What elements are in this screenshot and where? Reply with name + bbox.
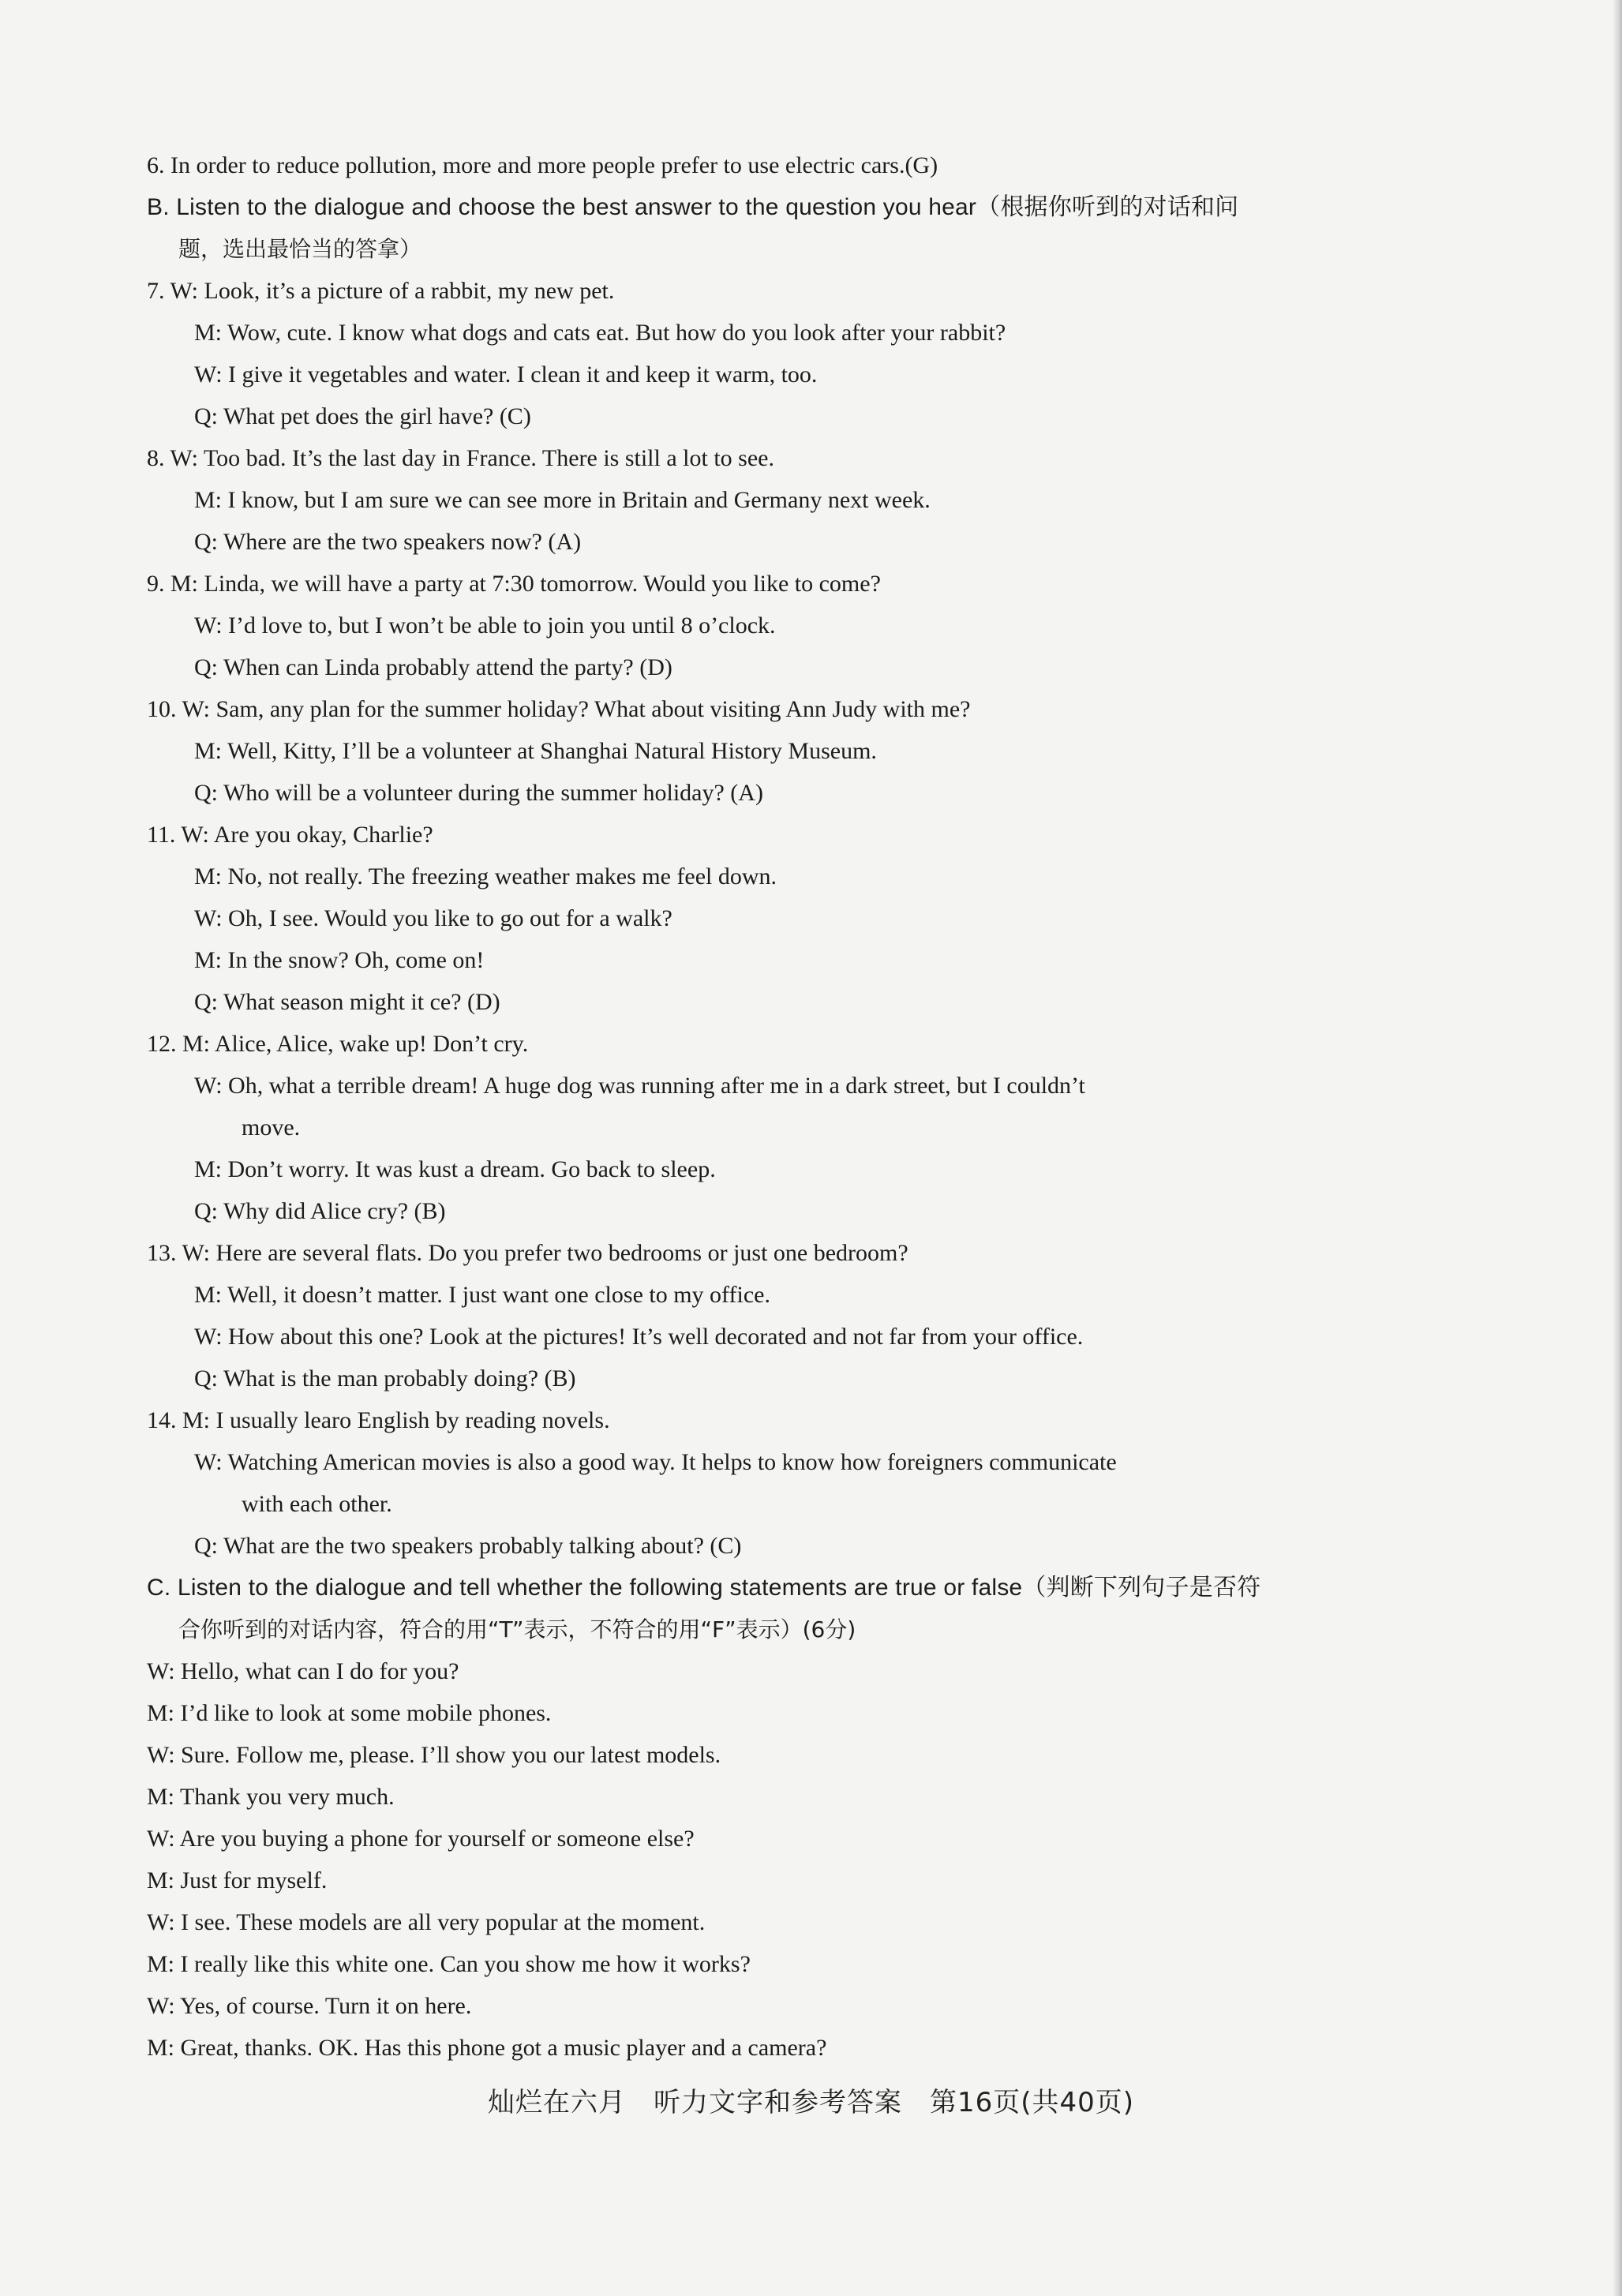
text-line: M: No, not really. The freezing weather makes me feel down. (194, 863, 777, 890)
text-line: W: I see. These models are all very popular at the moment. (147, 1909, 706, 1935)
text-line: W: How about this one? Look at the pictures! It’s well decorated and not far from your office. (194, 1324, 1084, 1350)
text-line: 合你听到的对话内容，符合的用“T”表示，不符合的用“F”表示）(6分) (178, 1616, 856, 1642)
text-line: Q: Where are the two speakers now? (A) (194, 529, 582, 555)
scan-edge (1613, 0, 1622, 2296)
text-line: move. (242, 1114, 301, 1141)
text-line: M: I really like this white one. Can you show me how it works? (147, 1951, 751, 1977)
text-line: W: Watching American movies is also a good way. It helps to know how foreigners communicate (194, 1449, 1117, 1475)
text-line: W: Hello, what can I do for you? (147, 1658, 459, 1684)
text-line: M: Wow, cute. I know what dogs and cats eat. But how do you look after your rabbit? (194, 320, 1006, 346)
text-line: Q: Why did Alice cry? (B) (194, 1198, 446, 1224)
text-line: M: Well, it doesn’t matter. I just want one close to my office. (194, 1282, 770, 1308)
text-line: Q: What season might it ce? (D) (194, 989, 500, 1015)
page-footer: 灿烂在六月 听力文字和参考答案 第16页(共40页) (487, 2087, 1135, 2118)
text-line: Q: What are the two speakers probably talking about? (C) (194, 1533, 742, 1559)
text-line: C. Listen to the dialogue and tell whether the following statements are true or false（判断下列句子是否符 (147, 1575, 1261, 1601)
text-line: 11. W: Are you okay, Charlie? (147, 822, 433, 848)
text-line: 7. W: Look, it’s a picture of a rabbit, my new pet. (147, 278, 615, 304)
text-line: M: Well, Kitty, I’ll be a volunteer at Shanghai Natural History Museum. (194, 738, 877, 764)
text-line: 12. M: Alice, Alice, wake up! Don’t cry. (147, 1031, 529, 1057)
text-line: 13. W: Here are several flats. Do you prefer two bedrooms or just one bedroom? (147, 1240, 908, 1266)
text-line: W: Oh, what a terrible dream! A huge dog was running after me in a dark street, but I couldn’t (194, 1073, 1085, 1099)
text-line: W: I’d love to, but I won’t be able to join you until 8 o’clock. (194, 612, 776, 639)
text-line: M: In the snow? Oh, come on! (194, 947, 485, 973)
text-line: M: Just for myself. (147, 1867, 328, 1893)
text-line: with each other. (242, 1491, 392, 1517)
text-line: B. Listen to the dialogue and choose the best answer to the question you hear（根据你听到的对话和问 (147, 194, 1239, 220)
text-line: W: I give it vegetables and water. I clean it and keep it warm, too. (194, 361, 818, 388)
text-line: Q: Who will be a volunteer during the summer holiday? (A) (194, 780, 763, 806)
text-line: W: Sure. Follow me, please. I’ll show you our latest models. (147, 1742, 721, 1768)
text-line: W: Yes, of course. Turn it on here. (147, 1993, 472, 2019)
text-line: W: Are you buying a phone for yourself or someone else? (147, 1826, 695, 1852)
text-line: Q: What pet does the girl have? (C) (194, 403, 531, 429)
text-line: M: Great, thanks. OK. Has this phone got a music player and a camera? (147, 2035, 827, 2061)
text-line: M: Don’t worry. It was kust a dream. Go back to sleep. (194, 1156, 716, 1182)
text-line: M: I’d like to look at some mobile phones. (147, 1700, 552, 1726)
text-line: M: I know, but I am sure we can see more in Britain and Germany next week. (194, 487, 931, 513)
text-line: Q: What is the man probably doing? (B) (194, 1365, 576, 1391)
text-line: 题，选出最恰当的答拿） (178, 236, 422, 262)
text-line: 6. In order to reduce pollution, more and more people prefer to use electric cars.(G) (147, 152, 938, 178)
text-line: M: Thank you very much. (147, 1784, 395, 1810)
page-body (147, 144, 1394, 2069)
text-line: 10. W: Sam, any plan for the summer holiday? What about visiting Ann Judy with me? (147, 696, 971, 722)
text-line: W: Oh, I see. Would you like to go out for a walk? (194, 905, 672, 931)
text-line: 14. M: I usually learo English by reading novels. (147, 1407, 610, 1433)
text-line: Q: When can Linda probably attend the party? (D) (194, 654, 672, 680)
text-line: 9. M: Linda, we will have a party at 7:30 tomorrow. Would you like to come? (147, 571, 881, 597)
text-line: 8. W: Too bad. It’s the last day in France. There is still a lot to see. (147, 445, 774, 471)
